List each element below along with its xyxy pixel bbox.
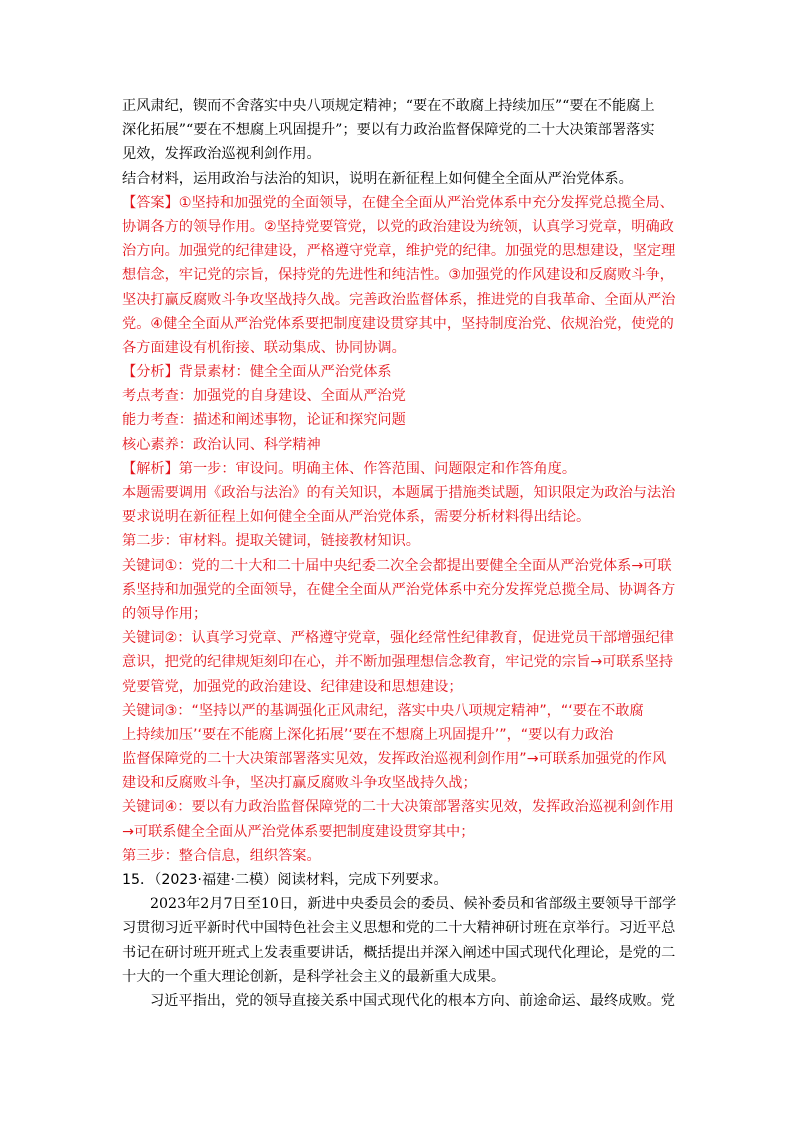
answer-line: 【答案】①坚持和加强党的全面领导，在健全全面从严治党体系中充分发挥党总揽全局、 bbox=[122, 194, 674, 211]
explanation-line: 本题需要调用《政治与法治》的有关知识，本题属于措施类试题，知识限定为政治与法治 bbox=[122, 485, 676, 501]
answer-section bbox=[122, 191, 684, 360]
explanation-line: 关键词③：“坚持以严的基调强化正风肃纪，落实中央八项规定精神”，“‘要在不敢腐 bbox=[122, 702, 644, 719]
explanation-line: 关键词①：党的二十大和二十届中央纪委二次全会都提出要健全全面从严治党体系→可联 bbox=[122, 557, 672, 574]
explanation-line: →可联系健全全面从严治党体系要把制度建设贯穿其中； bbox=[122, 823, 475, 840]
explanation-line: 系坚持和加强党的全面领导，在健全全面从严治党体系中充分发挥党总揽全局、协调各方 bbox=[122, 581, 676, 598]
explanation-line: 要求说明在新征程上如何健全全面从严治党体系，需要分析材料得出结论。 bbox=[122, 509, 591, 526]
material-line: 习贯彻习近平新时代中国特色社会主义思想和党的二十大精神研讨班在京举行。习近平总 bbox=[122, 920, 676, 937]
answer-line: 协调各方的领导作用。②坚持党要管党，以党的政治建设为统领，认真学习党章，明确政 bbox=[122, 218, 674, 235]
explanation-line: 的领导作用； bbox=[122, 605, 208, 622]
document-body bbox=[122, 94, 684, 1013]
explanation-line: 第三步：整合信息，组织答案。 bbox=[122, 847, 321, 864]
analysis-section bbox=[122, 360, 684, 457]
answer-line: 各方面建设有机衔接、联动集成、协同协调。 bbox=[122, 339, 406, 356]
answer-line: 党。④健全全面从严治党体系要把制度建设贯穿其中，坚持制度治党、依规治党，使党的 bbox=[122, 315, 674, 332]
explanation-line: 第二步：审材料。提取关键词，链接教材知识。 bbox=[122, 533, 420, 550]
answer-line: 治方向。加强党的纪律建设，严格遵守党章，维护党的纪律。加强党的思想建设，坚定理 bbox=[122, 243, 676, 260]
material-line: 正风肃纪，锲而不舍落实中央八项规定精神；“要在不敢腐上持续加压”“要在不能腐上 bbox=[122, 98, 655, 114]
answer-line: 想信念，牢记党的宗旨，保持党的先进性和纯洁性。③加强党的作风建设和反腐败斗争， bbox=[122, 267, 674, 284]
explanation-line: 上持续加压’‘要在不能腐上深化拓展’‘要在不想腐上巩固提升’”，“要以有力政治 bbox=[122, 726, 614, 743]
explanation-line: 党要管党，加强党的政治建设、纪律建设和思想建设； bbox=[122, 678, 463, 695]
analysis-line: 核心素养：政治认同、科学精神 bbox=[122, 436, 321, 453]
explanation-line: 关键词②：认真学习党章、严格遵守党章，强化经常性纪律教育，促进党员干部增强纪律 bbox=[122, 630, 674, 647]
material-line: 2023年2月7日至10日，新进中央委员会的委员、候补委员和省部级主要领导干部学 bbox=[150, 896, 677, 913]
question-15-material bbox=[122, 892, 684, 1013]
material-line: 习近平指出，党的领导直接关系中国式现代化的根本方向、前途命运、最终成败。党 bbox=[150, 992, 675, 1009]
explanation-line: 建设和反腐败斗争，坚决打赢反腐败斗争攻坚战持久战； bbox=[122, 775, 477, 792]
answer-line: 坚决打赢反腐败斗争攻坚战持久战。完善政治监督体系，推进党的自我革命、全面从严治 bbox=[122, 291, 676, 308]
material-line: 十大的一个重大理论创新，是科学社会主义的最新重大成果。 bbox=[122, 968, 506, 985]
explanation-section bbox=[122, 457, 684, 868]
explanation-line: 监督保障党的二十大决策部署落实见效，发挥政治巡视利剑作用”→可联系加强党的作风 bbox=[122, 751, 667, 768]
material-line: 深化拓展”“要在不想腐上巩固提升”；要以有力政治监督保障党的二十大决策部署落实 bbox=[122, 122, 655, 139]
explanation-line: 意识，把党的纪律规矩刻印在心，并不断加强理想信念教育，牢记党的宗旨→可联系坚持 bbox=[122, 654, 674, 671]
material-line: 见效，发挥政治巡视利剑作用。 bbox=[122, 146, 321, 163]
material-line: 书记在研讨班开班式上发表重要讲话，概括提出并深入阐述中国式现代化理论，是党的二 bbox=[122, 944, 676, 961]
material-excerpt bbox=[122, 94, 684, 167]
question-prompt: 结合材料，运用政治与法治的知识，说明在新征程上如何健全全面从严治党体系。 bbox=[122, 170, 633, 187]
analysis-line: 考点考查：加强党的自身建设、全面从严治党 bbox=[122, 388, 406, 405]
analysis-line: 【分析】背景素材：健全全面从严治党体系 bbox=[122, 364, 392, 381]
analysis-line: 能力考查：描述和阐述事物，论证和探究问题 bbox=[122, 412, 406, 429]
explanation-line: 关键词④：要以有力政治监督保障党的二十大决策部署落实见效，发挥政治巡视利剑作用 bbox=[122, 799, 674, 816]
explanation-line: 【解析】第一步：审设问。明确主体、作答范围、问题限定和作答角度。 bbox=[122, 460, 577, 477]
question-15-heading: 15．（2023·福建·二模）阅读材料，完成下列要求。 bbox=[122, 872, 448, 888]
